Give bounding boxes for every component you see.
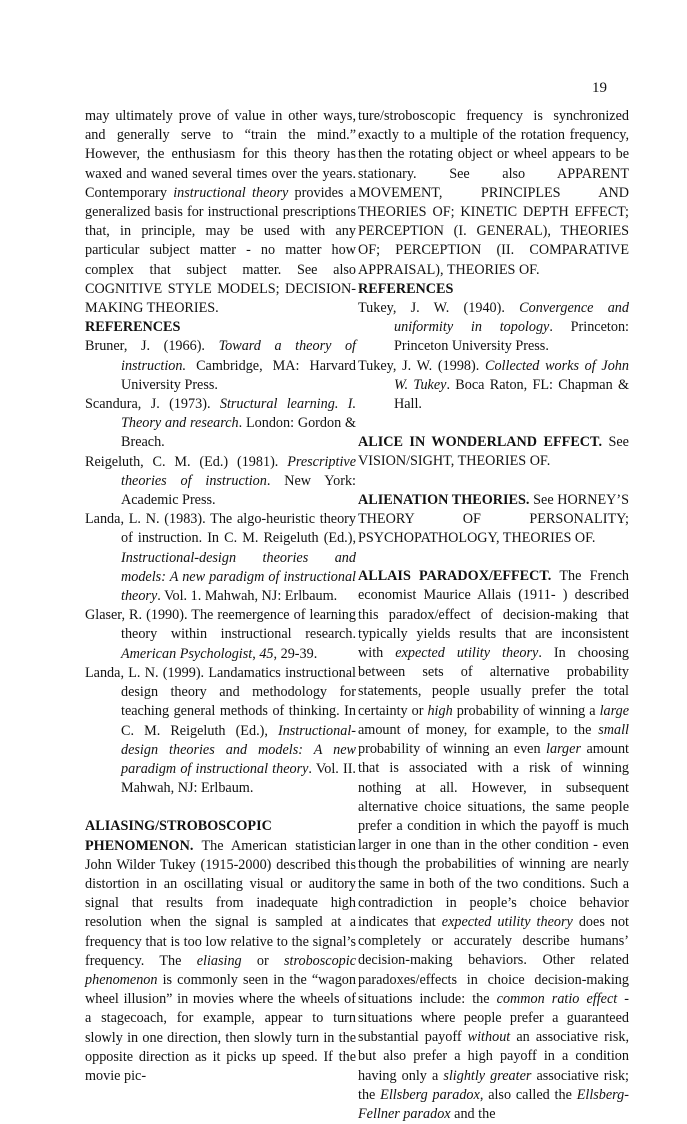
italic-run: large [599, 702, 629, 719]
entry-term: ALLAIS PARADOX/EFFECT. [358, 568, 552, 585]
right-column [358, 107, 629, 1124]
allais-entry [358, 567, 629, 1124]
italic-run: Convergence and uniformity in topology [394, 300, 629, 336]
text-run: amount of money, for example, to the [358, 721, 599, 738]
alienation-entry [358, 491, 629, 549]
text-run: Cambridge, MA: Harvard University Press. [121, 357, 356, 393]
italic-run: Toward a theory of instruction. [121, 338, 356, 374]
text-run: The American statistician John Wilder Tukey (1915-2000) described this distortion in an oscillating visual or auditory signal that results from inadequate high resolution when the signal is sampled at a frequency that is too low relative to the signal’s frequency. The [85, 837, 356, 969]
entry-text: See HORNEY’S THEORY OF PERSONALITY; PSYCHOPATHOLOGY, THEORIES OF. [358, 491, 629, 547]
reference-item [85, 337, 356, 395]
text-run: may ultimately prove of value in other ways, and generally serve to “train the mind.” However, the enthusiasm for this theory has waxed and waned several times over the years. Contemporary [85, 108, 356, 201]
text-run: , 29-39. [273, 645, 318, 662]
text-run: . New York: Academic Press. [121, 472, 356, 509]
italic-run: Structural learning. I. Theory and research [121, 396, 356, 432]
italic-run: Instructional-design theories and models: A new paradigm of instructional theory [121, 549, 356, 605]
italic-run: Ellsberg-Fellner paradox [358, 1086, 629, 1122]
reference-item [85, 453, 356, 511]
italic-run: 45 [259, 645, 274, 662]
text-run: Scandura, J. (1973). [85, 396, 220, 413]
entry-term: ALICE IN WONDERLAND EFFECT. [358, 434, 602, 451]
text-run: ture/stroboscopic frequency is synchronized exactly to a multiple of the rotation frequency, then the rotating object or wheel appears to be stationary. See also APPARENT MOVEMENT, PRINCIPLES AND THEORIES OF; KINETIC DEPTH EFFECT; PERCEPTION (I. GENERAL), THEORIES OF; PERCEPTION (II. COMPARATIVE APPRAISAL), THEORIES OF. [358, 108, 629, 278]
text-run: and the [450, 1105, 496, 1122]
reference-item [85, 606, 356, 664]
text-run: Landa, L. N. (1999). Landamatics instructional design theory and methodology for teaching general methods of thinking. In C. M. Reigeluth (Ed.), [85, 664, 356, 739]
text-run: probability of winning a [452, 702, 600, 719]
entry-text [85, 838, 356, 1084]
text-run: an associative risk, but also prefer a high payoff in a condition having only a [358, 1029, 629, 1084]
text-run: provides a generalized basis for instructional prescriptions that, in principle, may be used with any particular subject matter - no matter how complex that subject matter. See also COGNITIVE STYLE MODELS; DECISION-MAKING THEORIES. [85, 184, 356, 317]
italic-run: expected utility theory [395, 645, 539, 662]
text-run: . In choosing between sets of alternative probability statements, people usually prefer the total certainty or [358, 645, 629, 719]
italic-run: high [427, 702, 453, 719]
text-run: - situations where people prefer a guaranteed substantial payoff [358, 990, 629, 1046]
italic-run: expected utility theory [441, 913, 573, 930]
text-run: . Boca Raton, FL: Chapman & Hall. [394, 376, 629, 413]
italic-run: Instructional-design theories and models: A new paradigm of instructional theory [121, 722, 356, 777]
reference-list [358, 299, 629, 414]
text-run: Glaser, R. (1990). The reemergence of learning theory within instructional research. [85, 607, 356, 643]
entry-term: ALIASING/STROBOSCOPIC PHENOMENON. [85, 818, 272, 854]
italic-run: common ratio effect [496, 990, 618, 1007]
text-run: or [241, 952, 285, 969]
entry-text: See VISION/SIGHT, THEORIES OF. [358, 434, 629, 470]
reference-item [85, 664, 356, 798]
left-column [85, 107, 356, 1086]
alice-entry [358, 433, 629, 471]
text-run: The French economist Maurice Allais (1911- ) described this paradox/effect of decision-making that typically yields results that are inconsistent with [358, 568, 629, 662]
text-run: probability of winning an even [358, 741, 547, 758]
aliasing-continuation [358, 107, 629, 280]
text-run: associative risk; the [358, 1067, 629, 1103]
references-heading: REFERENCES [85, 319, 181, 336]
text-run: . Vol. 1. Mahwah, NJ: Erlbaum. [157, 588, 338, 605]
text-run: is commonly seen in the “wagon wheel illusion” in movies where the wheels of a stagecoach, for example, appear to turn slowly in one direction, then slowly turn in the opposite direction as it picks up speed. If the movie pic- [85, 971, 356, 1084]
text-run: Landa, L. N. (1983). The algo-heuristic theory of instruction. In C. M. Reigeluth (Ed.), [85, 511, 356, 547]
italic-run: instructional theory [173, 184, 289, 201]
italic-run: small [598, 721, 629, 738]
text-run: . Vol. II. Mahwah, NJ: Erlbaum. [121, 760, 356, 797]
italic-run: Ellsberg paradox [380, 1086, 480, 1103]
text-run: , [252, 645, 260, 662]
text-run: Reigeluth, C. M. (Ed.) (1981). [85, 453, 288, 470]
page-number: 19 [592, 80, 607, 96]
italic-run: without [467, 1029, 511, 1046]
italic-run: larger [546, 741, 581, 758]
reference-list [85, 337, 356, 798]
references-heading: REFERENCES [358, 280, 454, 297]
text-run: . London: Gordon & Breach. [121, 415, 356, 451]
italic-run: eliasing [196, 952, 242, 969]
reference-item [358, 357, 629, 415]
text-run: Tukey, J. W. (1998). [358, 357, 485, 374]
entry-term: ALIENATION THEORIES. [358, 491, 530, 508]
italic-run: Prescriptive theories of instruction [121, 453, 356, 489]
italic-run: American Psychologist [121, 645, 253, 662]
italic-run: slightly greater [443, 1067, 532, 1084]
text-run: Bruner, J. (1966). [85, 338, 219, 355]
text-run: does not completely or accurately describe humans’ decision-making behaviors. Other related paradoxes/effects in choice decision-making situations include: the [358, 913, 629, 1007]
italic-run: Collected works of John W. Tukey [394, 357, 629, 393]
instructional-theory-paragraph [85, 107, 356, 318]
aliasing-entry [85, 817, 356, 1086]
text-run: Tukey, J. W. (1940). [358, 300, 520, 317]
reference-item [358, 299, 629, 357]
text-run: . Princeton: Princeton University Press. [394, 319, 629, 355]
reference-item [85, 510, 356, 606]
entry-text [358, 568, 629, 1122]
text-run: amount that is associated with a risk of winning nothing at all. However, in subsequent alternative choice situations, the same people prefer a condition in which the payoff is much larger in one than in the other condition - even though the probabilities of winning are nearly the same in both of the two conditions. Such a contradiction in people’s choice behavior indicates that [358, 741, 629, 930]
text-run: , also called the [479, 1086, 577, 1103]
italic-run: stroboscopic phenomenon [85, 952, 356, 988]
reference-item [85, 395, 356, 453]
